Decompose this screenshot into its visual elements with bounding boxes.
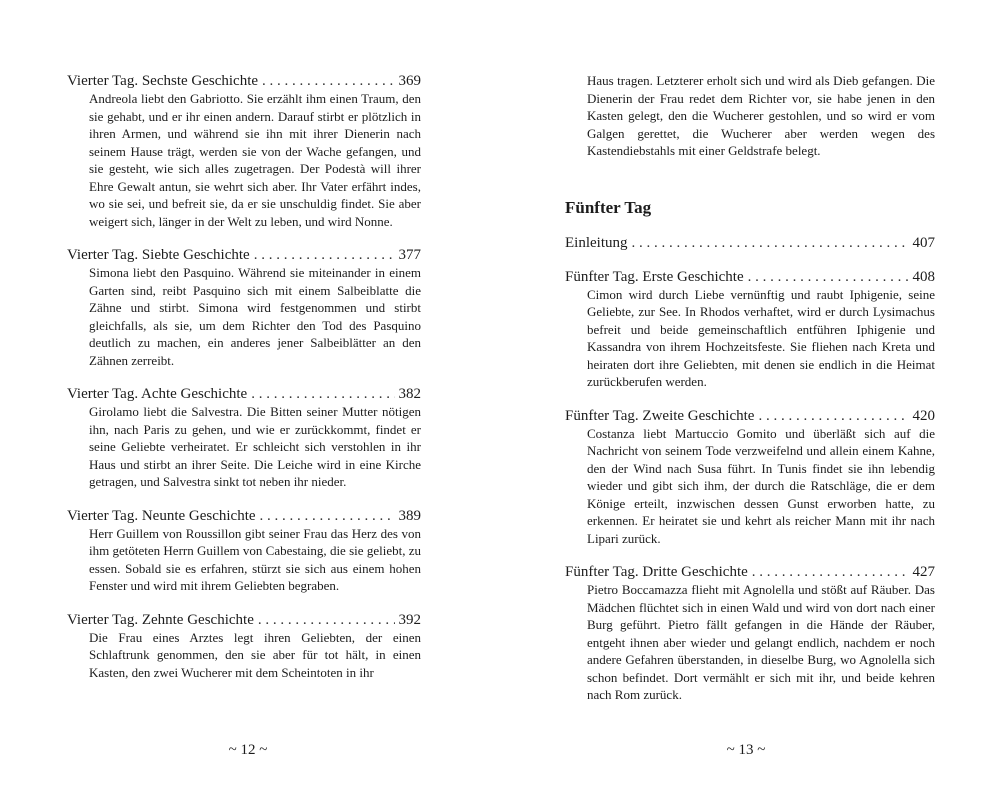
leader-dots xyxy=(748,268,909,286)
entry-heading xyxy=(565,407,935,425)
entry-title: Vierter Tag. Siebte Geschichte xyxy=(67,247,250,263)
entry-summary: Die Frau eines Arztes legt ihren Geliebten, der einen Schlaftrunk genommen, den sie aber für tot hält, in einen Kasten, den zwei Wucherer mit dem Scheintoten in ihr xyxy=(89,629,421,680)
entry-heading xyxy=(565,234,935,252)
entry-heading xyxy=(565,563,935,581)
toc-entry xyxy=(565,563,935,704)
toc-entry xyxy=(67,507,421,595)
entry-page-number: 389 xyxy=(398,507,421,524)
leader-dots xyxy=(752,563,909,581)
left-page xyxy=(67,72,421,697)
toc-entry xyxy=(67,72,421,230)
leader-dots xyxy=(254,246,395,264)
toc-entry xyxy=(565,268,935,391)
leader-dots xyxy=(251,385,394,403)
entry-heading xyxy=(67,385,421,403)
entry-title: Vierter Tag. Neunte Geschichte xyxy=(67,507,256,524)
entry-page-number: 420 xyxy=(912,407,935,424)
continued-summary: Haus tragen. Letzterer erholt sich und wird als Dieb gefangen. Die Dienerin der Frau redet dem Richter vor, sie habe jenen in den Kasten gelegt, den die Wucherer gestohlen, und so wird er vom Galgen gerettet, die Wucherer aber werden wegen des Kastendiebstahls mit einer Geldstrafe belegt. xyxy=(587,73,935,158)
entry-page-number: 407 xyxy=(912,234,935,251)
leader-dots xyxy=(262,72,394,90)
toc-entry xyxy=(67,246,421,369)
leader-dots xyxy=(260,507,395,525)
entry-title: Vierter Tag. Achte Geschichte xyxy=(67,386,248,402)
entry-title: Fünfter Tag. Erste Geschichte xyxy=(565,268,744,285)
entry-title: Vierter Tag. Zehnte Geschichte xyxy=(67,611,254,628)
entry-heading xyxy=(67,507,421,525)
entry-title: Fünfter Tag. Zweite Geschichte xyxy=(565,407,755,424)
entry-heading xyxy=(565,268,935,286)
entry-title: Fünfter Tag. Dritte Geschichte xyxy=(565,564,748,580)
entry-title: Vierter Tag. Sechste Geschichte xyxy=(67,73,259,89)
toc-entry xyxy=(565,234,935,252)
leader-dots xyxy=(258,611,395,629)
entry-page-number: 408 xyxy=(912,268,935,285)
entry-page-number: 369 xyxy=(398,73,421,89)
toc-entry xyxy=(67,611,421,682)
entry-heading xyxy=(67,246,421,264)
leader-dots xyxy=(632,234,909,252)
entry-heading xyxy=(67,72,421,90)
entry-summary: Andreola liebt den Gabriotto. Sie erzählt ihm einen Traum, den sie gehabt, und er ihr einen andern. Darauf stirbt er plötzlich in ihren Armen, und während sie ihn mit ihrer Dienerin nach seinem Hause trägt, werden sie von der Wache gefangen, und sie gesteht, wie sich alles zugetragen. Der Podestà will ihrer Ehre Gewalt antun, sie wehrt sich aber. Ihr Vater erfährt indes, wo sie sei, und befreit sie, da er sie unschuldig findet. Sie aber weigert sich, länger in der Welt zu leben, und wird Nonne. xyxy=(89,91,421,229)
entry-summary: Girolamo liebt die Salvestra. Die Bitten seiner Mutter nötigen ihn, nach Paris zu gehen, und wie er zurückkommt, findet er seine Geliebte verheiratet. Er schleicht sich verstohlen in ihr Haus und stirbt an ihrer Seite. Die Leiche wird in eine Kirche getragen, und Salvestra sinkt tot neben ihr nieder. xyxy=(89,404,421,489)
entry-summary: Costanza liebt Martuccio Gomito und überläßt sich auf die Nachricht von seinem Tode verzweifelnd und allein einem Kahne, den der Wind nach Susa führt. In Tunis findet sie ihn lebendig wieder und gibt sich ihm, der durch die Ratschläge, die er dem Könige erteilt, inzwischen dessen Gunst erworben hatte, zu erkennen. Er heiratet sie und kehrt als reicher Mann mit ihr nach Lipari zurück. xyxy=(587,425,935,546)
page-number-right: ~ 13 ~ xyxy=(726,742,766,758)
entry-page-number: 427 xyxy=(912,564,935,580)
entry-summary: Simona liebt den Pasquino. Während sie miteinander in einem Garten sind, reibt Pasquino sich mit einem Salbeiblatte die Zähne und stirbt. Simona wird festgenommen und stirbt gleichfalls, als sie, um dem Richter den Tod des Pasquino deutlich zu machen, ein anderes jener Salbeiblätter an den Zähnen zerreibt. xyxy=(89,265,421,368)
entry-heading xyxy=(67,611,421,629)
entry-page-number: 382 xyxy=(398,386,421,402)
entry-summary: Herr Guillem von Roussillon gibt seiner Frau das Herz des von ihm getöteten Herrn Guillem von Cabestaing, die sie geliebt, zu essen. Sobald sie es erfahren, stürzt sie sich aus einem hohen Fenster und wird mit ihrem Geliebten begraben. xyxy=(89,525,421,593)
entry-page-number: 392 xyxy=(398,611,421,628)
entry-summary: Cimon wird durch Liebe vernünftig und raubt Iphigenie, seine Geliebte, zur See. In Rhodos verhaftet, wird er durch Lysimachus befreit und beide gemeinschaftlich entführen Iphigenie und Kassandra von ihrem Hochzeitsfeste. Sie fliehen nach Kreta und heiraten dort ihre Geliebten, mit denen sie endlich in die Heimat zurückberufen werden. xyxy=(587,286,935,389)
entry-title: Einleitung xyxy=(565,234,628,251)
leader-dots xyxy=(758,407,908,425)
entry-page-number: 377 xyxy=(398,247,421,263)
page-number-left: ~ 12 ~ xyxy=(228,742,268,758)
toc-entry xyxy=(565,407,935,548)
right-page xyxy=(565,72,935,720)
entry-summary: Pietro Boccamazza flieht mit Agnolella und stößt auf Räuber. Das Mädchen flüchtet sich in einen Wald und wird von dort nach einer Burg geführt. Pietro fällt gefangen in die Hände der Räuber, entgeht ihnen aber wieder und gelangt endlich, nachdem er noch andere Gefahren überstanden, in dieselbe Burg, wo Agnolella sich schon befindet. Dort vermählt er sich mit ihr, und beide kehren nach Rom zurück. xyxy=(587,582,935,702)
section-title: Fünfter Tag xyxy=(565,197,652,217)
toc-entry xyxy=(67,385,421,491)
